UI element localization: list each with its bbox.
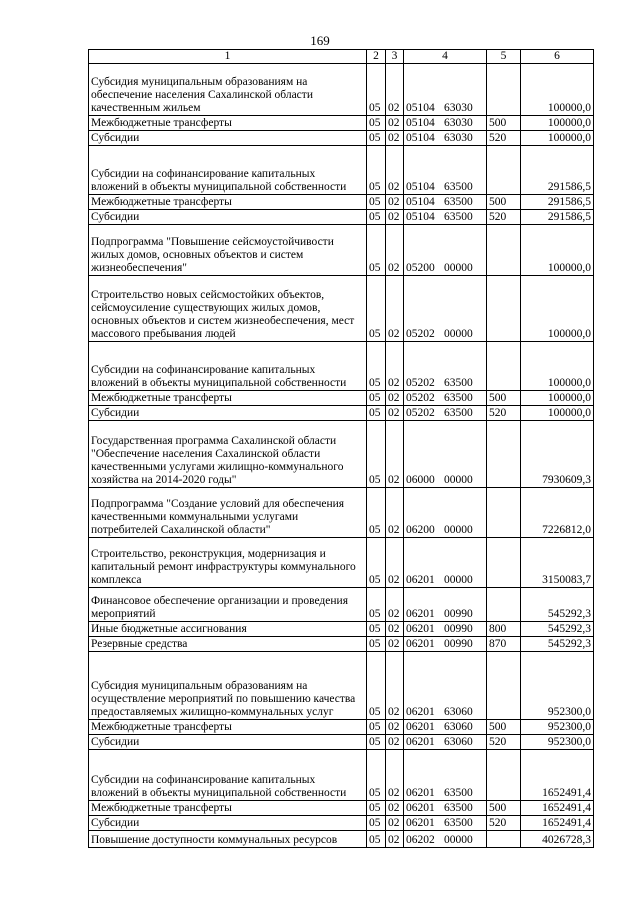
row-amount: 1652491,4 <box>521 816 594 831</box>
table-row <box>89 225 594 276</box>
row-expense-type-code <box>487 225 521 276</box>
row-subsection-code: 02 <box>386 801 404 816</box>
row-subsection-code: 02 <box>386 622 404 637</box>
target-article-code-part1: 06201 <box>406 817 435 829</box>
row-expense-type-code <box>487 488 521 538</box>
row-name: Субсидии <box>89 210 367 225</box>
table-row <box>89 588 594 622</box>
table-row <box>89 210 594 225</box>
table-row <box>89 637 594 652</box>
table-row <box>89 116 594 131</box>
row-section-code: 05 <box>367 816 386 831</box>
table-row <box>89 801 594 816</box>
row-target-article-code <box>404 406 487 421</box>
target-article-code-part2: 00990 <box>444 638 473 650</box>
row-name: Строительство новых сейсмостойких объектов, сейсмоусиление существующих жилых домов, основных объектов и систем жизнеобеспечения, мест массового пребывания людей <box>89 276 367 342</box>
row-target-article-code <box>404 146 487 195</box>
row-target-article-code <box>404 391 487 406</box>
table-row <box>89 831 594 848</box>
row-target-article-code <box>404 225 487 276</box>
table-body <box>89 64 594 848</box>
row-amount: 952300,0 <box>521 652 594 720</box>
row-expense-type-code: 520 <box>487 816 521 831</box>
target-article-code-part2: 00990 <box>444 608 473 620</box>
row-name: Подпрограмма "Повышение сейсмоустойчивости жилых домов, основных объектов и систем жизнеобеспечения" <box>89 225 367 276</box>
table-row <box>89 720 594 735</box>
row-amount: 291586,5 <box>521 210 594 225</box>
row-expense-type-code: 500 <box>487 391 521 406</box>
row-name: Государственная программа Сахалинской области "Обеспечение населения Сахалинской области качественными услугами жилищно-коммунального хозяйства на 2014-2020 годы" <box>89 421 367 488</box>
row-subsection-code: 02 <box>386 146 404 195</box>
row-section-code: 05 <box>367 750 386 801</box>
row-name: Субсидия муниципальным образованиям на обеспечение населения Сахалинской области качественным жильем <box>89 64 367 116</box>
table-row <box>89 421 594 488</box>
row-expense-type-code: 800 <box>487 622 521 637</box>
target-article-code-part2: 00000 <box>444 524 473 536</box>
row-section-code: 05 <box>367 622 386 637</box>
row-name: Субсидии <box>89 816 367 831</box>
row-amount: 4026728,3 <box>521 831 594 848</box>
row-name: Резервные средства <box>89 637 367 652</box>
header-col-2: 2 <box>367 50 386 64</box>
row-name: Межбюджетные трансферты <box>89 801 367 816</box>
header-col-5: 5 <box>487 50 521 64</box>
target-article-code-part1: 06201 <box>406 623 435 635</box>
row-section-code: 05 <box>367 146 386 195</box>
target-article-code-part1: 06201 <box>406 802 435 814</box>
target-article-code-part1: 05202 <box>406 328 435 340</box>
row-expense-type-code: 500 <box>487 801 521 816</box>
table-row <box>89 750 594 801</box>
target-article-code-part1: 05104 <box>406 196 435 208</box>
row-name: Подпрограмма "Создание условий для обеспечения качественными коммунальными услугами потребителей Сахалинской области" <box>89 488 367 538</box>
row-target-article-code <box>404 538 487 588</box>
row-section-code: 05 <box>367 637 386 652</box>
target-article-code-part2: 63500 <box>444 377 473 389</box>
row-name: Субсидии на софинансирование капитальных вложений в объекты муниципальной собственности <box>89 146 367 195</box>
row-subsection-code: 02 <box>386 116 404 131</box>
row-amount: 291586,5 <box>521 195 594 210</box>
row-subsection-code: 02 <box>386 64 404 116</box>
row-amount: 1652491,4 <box>521 801 594 816</box>
row-section-code: 05 <box>367 116 386 131</box>
row-subsection-code: 02 <box>386 816 404 831</box>
target-article-code-part1: 05104 <box>406 181 435 193</box>
row-section-code: 05 <box>367 488 386 538</box>
row-expense-type-code: 520 <box>487 131 521 146</box>
row-target-article-code <box>404 195 487 210</box>
row-amount: 100000,0 <box>521 131 594 146</box>
row-section-code: 05 <box>367 652 386 720</box>
target-article-code-part2: 63500 <box>444 181 473 193</box>
row-subsection-code: 02 <box>386 195 404 210</box>
row-section-code: 05 <box>367 735 386 750</box>
row-target-article-code <box>404 831 487 848</box>
row-amount: 100000,0 <box>521 406 594 421</box>
row-target-article-code <box>404 64 487 116</box>
table-row <box>89 342 594 391</box>
row-name: Субсидии на софинансирование капитальных вложений в объекты муниципальной собственности <box>89 750 367 801</box>
row-section-code: 05 <box>367 801 386 816</box>
target-article-code-part1: 05200 <box>406 262 435 274</box>
row-amount: 100000,0 <box>521 116 594 131</box>
table-row <box>89 622 594 637</box>
row-amount: 545292,3 <box>521 637 594 652</box>
row-amount: 545292,3 <box>521 622 594 637</box>
row-target-article-code <box>404 652 487 720</box>
table-row <box>89 64 594 116</box>
row-expense-type-code <box>487 421 521 488</box>
row-name: Субсидии на софинансирование капитальных вложений в объекты муниципальной собственности <box>89 342 367 391</box>
row-subsection-code: 02 <box>386 406 404 421</box>
row-expense-type-code: 500 <box>487 116 521 131</box>
row-target-article-code <box>404 637 487 652</box>
row-amount: 100000,0 <box>521 225 594 276</box>
row-name: Субсидии <box>89 406 367 421</box>
target-article-code-part1: 06201 <box>406 736 435 748</box>
row-subsection-code: 02 <box>386 750 404 801</box>
row-section-code: 05 <box>367 64 386 116</box>
row-subsection-code: 02 <box>386 637 404 652</box>
row-expense-type-code <box>487 538 521 588</box>
target-article-code-part1: 05202 <box>406 377 435 389</box>
target-article-code-part1: 05202 <box>406 392 435 404</box>
row-amount: 7226812,0 <box>521 488 594 538</box>
row-target-article-code <box>404 750 487 801</box>
target-article-code-part2: 63500 <box>444 802 473 814</box>
row-name: Субсидии <box>89 131 367 146</box>
target-article-code-part1: 05202 <box>406 407 435 419</box>
row-subsection-code: 02 <box>386 720 404 735</box>
target-article-code-part2: 00000 <box>444 328 473 340</box>
row-subsection-code: 02 <box>386 391 404 406</box>
row-section-code: 05 <box>367 131 386 146</box>
target-article-code-part2: 00000 <box>444 574 473 586</box>
target-article-code-part2: 63500 <box>444 211 473 223</box>
row-amount: 1652491,4 <box>521 750 594 801</box>
row-name: Повышение доступности коммунальных ресурсов <box>89 831 367 848</box>
row-amount: 7930609,3 <box>521 421 594 488</box>
row-expense-type-code: 870 <box>487 637 521 652</box>
target-article-code-part1: 06201 <box>406 787 435 799</box>
target-article-code-part2: 63500 <box>444 196 473 208</box>
target-article-code-part1: 06201 <box>406 706 435 718</box>
row-subsection-code: 02 <box>386 131 404 146</box>
row-amount: 952300,0 <box>521 735 594 750</box>
row-amount: 100000,0 <box>521 342 594 391</box>
row-target-article-code <box>404 720 487 735</box>
target-article-code-part2: 63030 <box>444 102 473 114</box>
table-row <box>89 652 594 720</box>
row-target-article-code <box>404 421 487 488</box>
row-section-code: 05 <box>367 210 386 225</box>
row-expense-type-code: 500 <box>487 720 521 735</box>
table-row <box>89 391 594 406</box>
page-number: 169 <box>310 33 330 48</box>
row-expense-type-code <box>487 146 521 195</box>
row-subsection-code: 02 <box>386 538 404 588</box>
target-article-code-part2: 63500 <box>444 817 473 829</box>
row-target-article-code <box>404 735 487 750</box>
target-article-code-part1: 06000 <box>406 474 435 486</box>
row-section-code: 05 <box>367 588 386 622</box>
row-section-code: 05 <box>367 406 386 421</box>
row-target-article-code <box>404 588 487 622</box>
row-expense-type-code: 520 <box>487 210 521 225</box>
table-row <box>89 488 594 538</box>
target-article-code-part2: 63500 <box>444 407 473 419</box>
table-row <box>89 816 594 831</box>
row-expense-type-code <box>487 588 521 622</box>
target-article-code-part1: 05104 <box>406 102 435 114</box>
target-article-code-part1: 06201 <box>406 721 435 733</box>
row-expense-type-code: 520 <box>487 735 521 750</box>
header-col-4: 4 <box>404 50 487 64</box>
row-amount: 100000,0 <box>521 391 594 406</box>
target-article-code-part2: 63030 <box>444 132 473 144</box>
row-expense-type-code <box>487 652 521 720</box>
row-name: Финансовое обеспечение организации и проведения мероприятий <box>89 588 367 622</box>
target-article-code-part2: 00000 <box>444 474 473 486</box>
row-name: Межбюджетные трансферты <box>89 116 367 131</box>
row-section-code: 05 <box>367 342 386 391</box>
row-expense-type-code <box>487 64 521 116</box>
row-amount: 3150083,7 <box>521 538 594 588</box>
budget-table <box>88 49 594 848</box>
row-section-code: 05 <box>367 831 386 848</box>
row-section-code: 05 <box>367 195 386 210</box>
row-name: Межбюджетные трансферты <box>89 195 367 210</box>
table-row <box>89 735 594 750</box>
table-row <box>89 195 594 210</box>
row-target-article-code <box>404 342 487 391</box>
row-expense-type-code <box>487 342 521 391</box>
row-section-code: 05 <box>367 225 386 276</box>
table-row <box>89 146 594 195</box>
row-target-article-code <box>404 210 487 225</box>
target-article-code-part1: 05104 <box>406 211 435 223</box>
target-article-code-part1: 06200 <box>406 524 435 536</box>
row-subsection-code: 02 <box>386 488 404 538</box>
row-target-article-code <box>404 622 487 637</box>
target-article-code-part2: 63500 <box>444 787 473 799</box>
header-col-1: 1 <box>89 50 367 64</box>
target-article-code-part1: 06201 <box>406 574 435 586</box>
row-subsection-code: 02 <box>386 831 404 848</box>
row-subsection-code: 02 <box>386 225 404 276</box>
row-section-code: 05 <box>367 276 386 342</box>
row-subsection-code: 02 <box>386 342 404 391</box>
row-name: Межбюджетные трансферты <box>89 391 367 406</box>
row-amount: 100000,0 <box>521 276 594 342</box>
row-expense-type-code <box>487 750 521 801</box>
table-row <box>89 131 594 146</box>
row-amount: 952300,0 <box>521 720 594 735</box>
row-subsection-code: 02 <box>386 735 404 750</box>
row-section-code: 05 <box>367 421 386 488</box>
target-article-code-part1: 06201 <box>406 608 435 620</box>
header-row <box>89 50 594 64</box>
row-target-article-code <box>404 488 487 538</box>
target-article-code-part1: 06202 <box>406 834 435 846</box>
row-expense-type-code: 520 <box>487 406 521 421</box>
row-subsection-code: 02 <box>386 210 404 225</box>
row-section-code: 05 <box>367 720 386 735</box>
row-name: Субсидия муниципальным образованиям на осуществление мероприятий по повышению качества предоставляемых жилищно-коммунальных услуг <box>89 652 367 720</box>
row-subsection-code: 02 <box>386 652 404 720</box>
header-col-3: 3 <box>386 50 404 64</box>
target-article-code-part2: 00990 <box>444 623 473 635</box>
table-row <box>89 406 594 421</box>
row-name: Межбюджетные трансферты <box>89 720 367 735</box>
row-target-article-code <box>404 276 487 342</box>
row-name: Иные бюджетные ассигнования <box>89 622 367 637</box>
target-article-code-part2: 63500 <box>444 392 473 404</box>
row-subsection-code: 02 <box>386 276 404 342</box>
target-article-code-part2: 63060 <box>444 706 473 718</box>
row-section-code: 05 <box>367 538 386 588</box>
row-section-code: 05 <box>367 391 386 406</box>
row-amount: 100000,0 <box>521 64 594 116</box>
target-article-code-part2: 00000 <box>444 262 473 274</box>
row-name: Строительство, реконструкция, модернизация и капитальный ремонт инфраструктуры коммунального комплекса <box>89 538 367 588</box>
row-target-article-code <box>404 131 487 146</box>
row-target-article-code <box>404 816 487 831</box>
row-subsection-code: 02 <box>386 421 404 488</box>
target-article-code-part2: 63060 <box>444 736 473 748</box>
target-article-code-part1: 05104 <box>406 117 435 129</box>
row-name: Субсидии <box>89 735 367 750</box>
row-target-article-code <box>404 116 487 131</box>
row-expense-type-code <box>487 831 521 848</box>
row-amount: 545292,3 <box>521 588 594 622</box>
row-amount: 291586,5 <box>521 146 594 195</box>
row-expense-type-code: 500 <box>487 195 521 210</box>
target-article-code-part2: 63060 <box>444 721 473 733</box>
row-expense-type-code <box>487 276 521 342</box>
header-col-6: 6 <box>521 50 594 64</box>
table-row <box>89 276 594 342</box>
table-row <box>89 538 594 588</box>
target-article-code-part2: 00000 <box>444 834 473 846</box>
target-article-code-part1: 05104 <box>406 132 435 144</box>
row-subsection-code: 02 <box>386 588 404 622</box>
target-article-code-part1: 06201 <box>406 638 435 650</box>
row-target-article-code <box>404 801 487 816</box>
target-article-code-part2: 63030 <box>444 117 473 129</box>
